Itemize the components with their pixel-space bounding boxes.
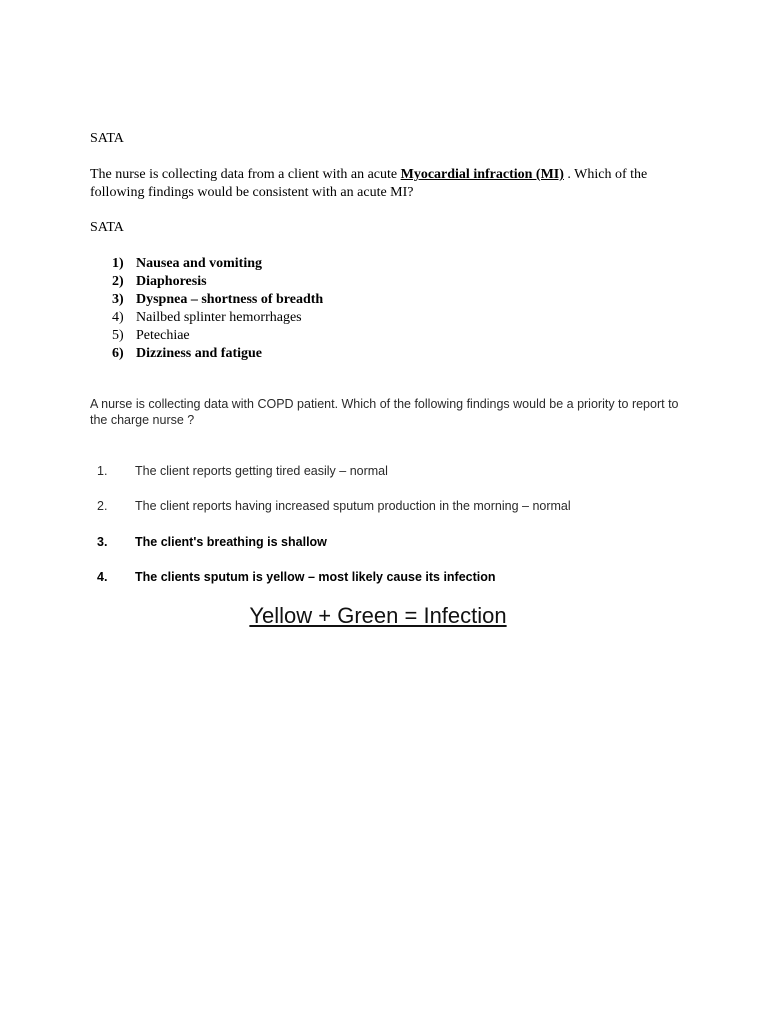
option-number: 1): [112, 256, 124, 271]
copd-option: [97, 498, 571, 514]
mi-option: [112, 291, 323, 309]
option-text: Nausea and vomiting: [136, 256, 263, 271]
copd-option: [97, 569, 496, 585]
option-text: Nailbed splinter hemorrhages: [136, 310, 302, 325]
option-text: Dyspnea – shortness of breadth: [136, 292, 324, 307]
option-text: The clients sputum is yellow – most likely cause its infection: [135, 570, 496, 584]
mi-option: [112, 255, 323, 273]
option-number: 1.: [97, 464, 108, 478]
option-text: The client reports getting tired easily – normal: [135, 464, 388, 478]
option-number: 4.: [97, 570, 108, 584]
option-number: 6): [112, 346, 124, 361]
copd-option: [97, 534, 327, 550]
mi-option: [112, 273, 323, 291]
option-text: Diaphoresis: [136, 274, 207, 289]
option-number: 5): [112, 328, 124, 343]
option-number: 2.: [97, 499, 108, 513]
mi-option: [112, 309, 323, 327]
copd-question: A nurse is collecting data with COPD patient. Which of the following findings would be a priority to report to the charge nurse ?: [90, 397, 679, 427]
mi-options-list: [112, 255, 323, 363]
option-text: The client reports having increased sputum production in the morning – normal: [135, 499, 571, 513]
mi-question-pre: The nurse is collecting data from a client with an acute: [90, 167, 401, 182]
option-number: 3): [112, 292, 124, 307]
mi-option: [112, 327, 323, 345]
sata-heading-2: SATA: [90, 220, 124, 235]
copd-option: [97, 463, 388, 479]
mi-question: [90, 166, 690, 202]
sata-heading: SATA: [90, 131, 124, 146]
option-text: Petechiae: [136, 328, 190, 343]
option-text: Dizziness and fatigue: [136, 346, 262, 361]
option-text: The client's breathing is shallow: [135, 535, 327, 549]
option-number: 4): [112, 310, 124, 325]
option-number: 2): [112, 274, 124, 289]
mi-question-post: . Which of the following findings would be consistent with an acute MI?: [90, 167, 648, 200]
option-number: 3.: [97, 535, 108, 549]
infection-highlight: Yellow + Green = Infection: [249, 603, 507, 628]
mi-option: [112, 345, 323, 363]
mi-question-emphasis: Myocardial infraction (MI): [400, 167, 564, 182]
